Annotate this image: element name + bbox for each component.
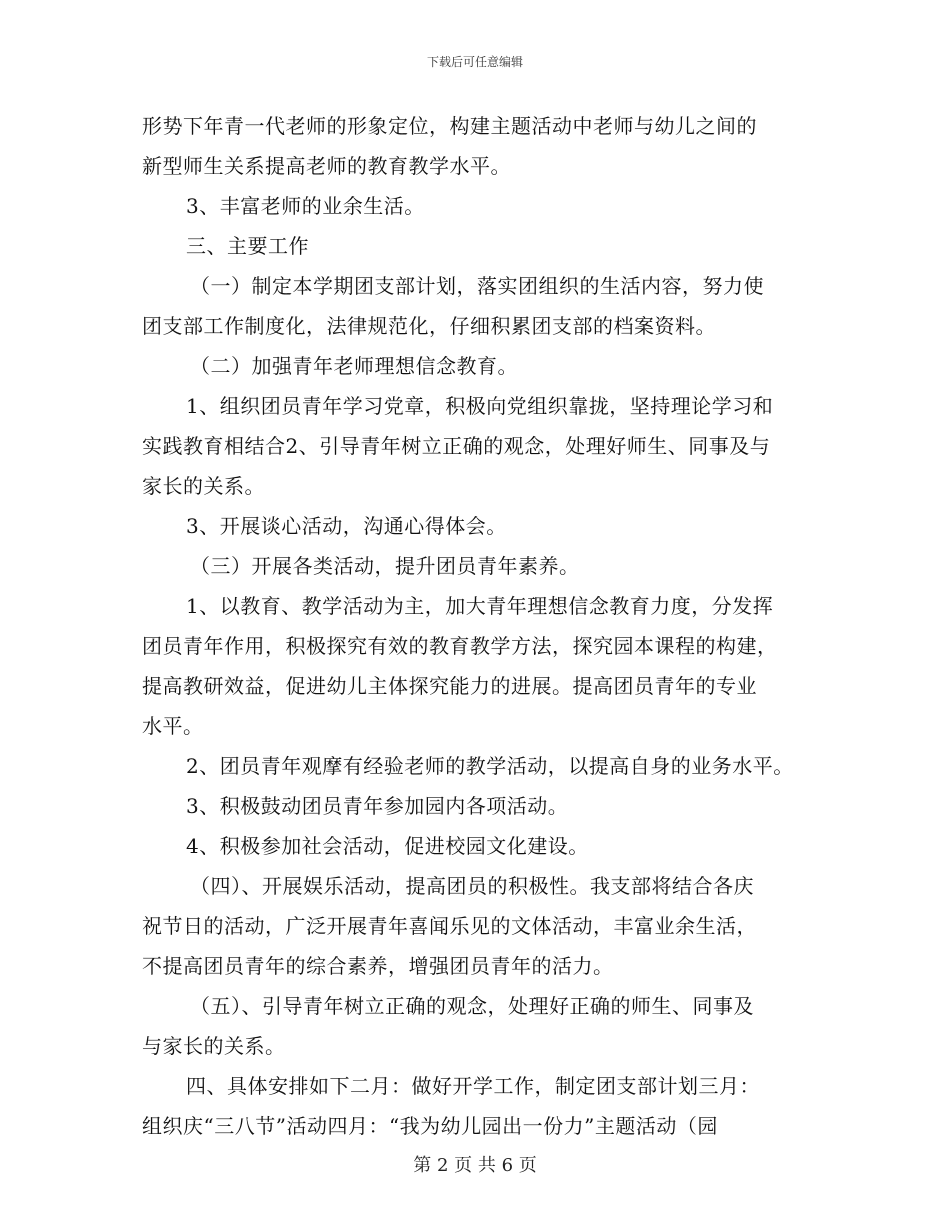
text-line: 团支部工作制度化，法律规范化，仔细积累团支部的档案资料。 (142, 314, 716, 338)
text-line: 3、开展谈心活动，沟通心得体会。 (186, 514, 507, 538)
text-line: 团员青年作用，积极探究有效的教育教学方法，探究园本课程的构建， (142, 634, 778, 658)
text-line: 祝节日的活动，广泛开展青年喜闻乐见的文体活动，丰富业余生活， (142, 914, 757, 938)
text-line: 与家长的关系。 (142, 1034, 286, 1058)
text-line: 实践教育相结合2、引导青年树立正确的观念，处理好师生、同事及与 (142, 434, 771, 458)
text-line: 3、丰富老师的业余生活。 (186, 194, 425, 218)
text-line: 家长的关系。 (142, 474, 265, 498)
text-line: 2、团员青年观摩有经验老师的教学活动，以提高自身的业务水平。 (186, 754, 794, 778)
text-line: （三）开展各类活动，提升团员青年素养。 (190, 554, 580, 578)
text-line: 3、积极鼓动团员青年参加园内各项活动。 (186, 794, 569, 818)
text-line: 新型师生关系提高老师的教育教学水平。 (142, 154, 511, 178)
text-line: 不提高团员青年的综合素养，增强团员青年的活力。 (142, 954, 614, 978)
page-header: 下载后可任意编辑 (426, 55, 523, 69)
text-line: （一）制定本学期团支部计划，落实团组织的生活内容，努力使 (190, 274, 764, 298)
text-line: （二）加强青年老师理想信念教育。 (190, 354, 518, 378)
text-line: 形势下年青一代老师的形象定位，构建主题活动中老师与幼儿之间的 (142, 114, 757, 138)
text-line: 四、具体安排如下二月：做好开学工作，制定团支部计划三月： (186, 1074, 760, 1098)
text-line: 4、积极参加社会活动，促进校园文化建设。 (186, 834, 589, 858)
text-line: 三、主要工作 (186, 234, 309, 258)
document-body (142, 106, 822, 1146)
text-line: （五）、引导青年树立正确的观念，处理好正确的师生、同事及 (190, 994, 754, 1018)
text-line: 1、组织团员青年学习党章，积极向党组织靠拢，坚持理论学习和 (186, 394, 774, 418)
text-line: 1、以教育、教学活动为主，加大青年理想信念教育力度，分发挥 (186, 594, 774, 618)
text-line: 提高教研效益，促进幼儿主体探究能力的进展。提高团员青年的专业 (142, 674, 757, 698)
text-line: （四）、开展娱乐活动，提高团员的积极性。我支部将结合各庆 (190, 874, 754, 898)
page-footer: 第 2 页 共 6 页 (413, 1155, 537, 1176)
text-line: 组织庆“三八节”活动四月：“我为幼儿园出一份力”主题活动（园 (142, 1114, 718, 1138)
text-line: 水平。 (142, 714, 204, 738)
